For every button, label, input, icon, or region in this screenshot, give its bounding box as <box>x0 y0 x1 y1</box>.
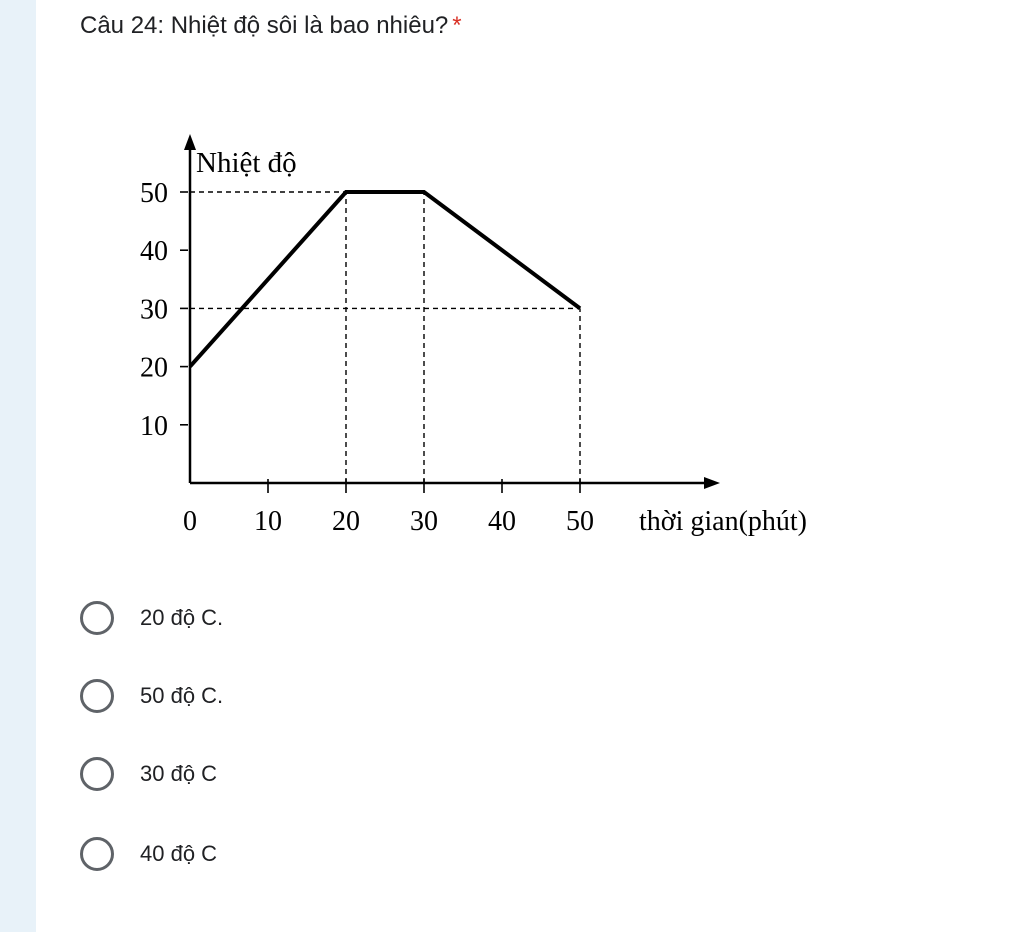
option-4[interactable] <box>80 834 480 874</box>
y-axis-label: Nhiệt độ <box>196 147 297 179</box>
y-axis-arrow <box>184 134 196 150</box>
y-tick-label: 50 <box>140 178 168 209</box>
option-label: 40 độ C <box>140 841 218 866</box>
option-2[interactable] <box>80 676 480 716</box>
radio-button[interactable] <box>80 757 114 791</box>
x-tick-label: 50 <box>566 506 594 537</box>
option-3[interactable] <box>80 754 480 794</box>
x-tick-label: 10 <box>254 506 282 537</box>
option-label: 20 độ C. <box>140 605 224 630</box>
radio-button[interactable] <box>80 601 114 635</box>
x-axis-arrow <box>704 477 720 489</box>
y-tick-label: 40 <box>140 236 168 268</box>
question-card <box>36 0 1024 932</box>
x-tick-label: 20 <box>332 506 360 537</box>
y-tick-label: 30 <box>140 294 168 326</box>
x-tick-label: 40 <box>488 506 516 537</box>
radio-button[interactable] <box>80 837 114 871</box>
x-tick-label: 30 <box>410 506 438 537</box>
temperature-chart <box>36 0 1024 560</box>
y-tick-label: 10 <box>140 410 168 442</box>
question-text: Câu 24: Nhiệt độ sôi là bao nhiêu? <box>80 12 449 39</box>
x-axis-label: thời gian(phút) <box>639 506 807 537</box>
x-tick-label: 0 <box>183 506 197 537</box>
required-mark: * <box>452 12 462 39</box>
option-label: 50 độ C. <box>140 683 224 708</box>
y-tick-label: 20 <box>140 352 168 384</box>
radio-button[interactable] <box>80 679 114 713</box>
option-1[interactable] <box>80 598 480 638</box>
option-label: 30 độ C <box>140 761 218 786</box>
temperature-line <box>190 192 580 367</box>
